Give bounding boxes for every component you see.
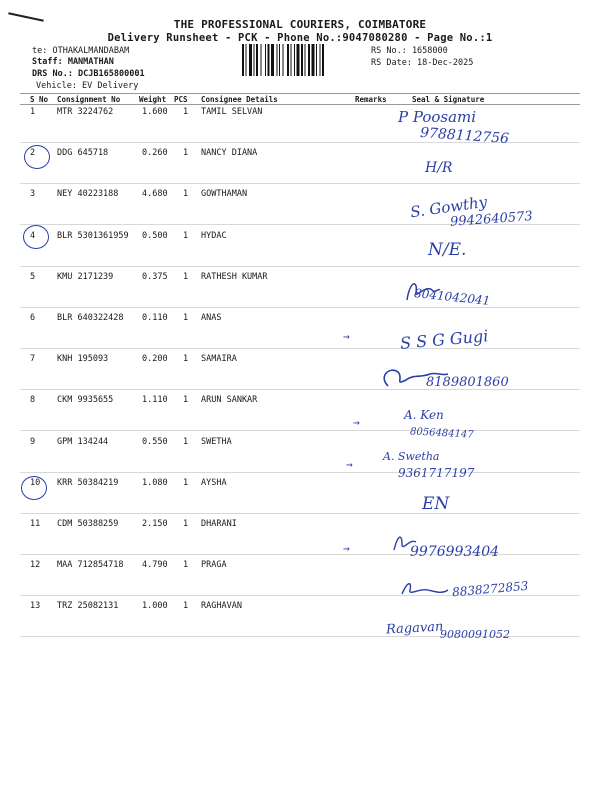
remark-arrow-row-9: → bbox=[346, 458, 353, 471]
row-sno: 4 bbox=[30, 231, 36, 241]
signature-row-8: A. Ken bbox=[404, 408, 444, 422]
phone-row-13: 9080091052 bbox=[440, 628, 510, 641]
barcode-bar bbox=[256, 44, 258, 76]
barcode-bar bbox=[283, 44, 284, 76]
row-consignment-no: BLR 5301361959 bbox=[57, 231, 129, 241]
row-weight: 2.150 bbox=[142, 519, 168, 529]
signature-row-1: P Poosami bbox=[398, 108, 477, 126]
vehicle-label: Vehicle: EV Delivery bbox=[36, 81, 139, 91]
remark-arrow-row-11: → bbox=[343, 542, 350, 555]
row-sno: 5 bbox=[30, 272, 36, 282]
barcode-bar bbox=[312, 44, 315, 76]
row-sno: 13 bbox=[30, 601, 41, 611]
circle-mark-row-2 bbox=[24, 145, 50, 169]
col-seal: Seal & Signature bbox=[412, 95, 485, 104]
row-consignee: RATHESH KUMAR bbox=[201, 272, 268, 282]
header-rule-bottom bbox=[20, 104, 580, 105]
row-consignee: SAMAIRA bbox=[201, 354, 237, 364]
row-consignment-no: BLR 640322428 bbox=[57, 313, 124, 323]
row-divider bbox=[20, 266, 580, 267]
row-pcs: 1 bbox=[183, 519, 189, 529]
row-consignment-no: CKM 9935655 bbox=[57, 395, 114, 405]
barcode-bar bbox=[322, 44, 324, 76]
row-pcs: 1 bbox=[183, 107, 189, 117]
row-consignee: TAMIL SELVAN bbox=[201, 107, 263, 117]
rs-date: RS Date: 18-Dec-2025 bbox=[371, 58, 474, 68]
row-weight: 1.080 bbox=[142, 478, 168, 488]
barcode-bar bbox=[271, 44, 274, 76]
col-sno: S No bbox=[30, 95, 49, 104]
row-weight: 0.550 bbox=[142, 437, 168, 447]
row-weight: 4.790 bbox=[142, 560, 168, 570]
header-rule-top bbox=[20, 93, 580, 94]
signature-row-6: S S G Gugi bbox=[399, 326, 490, 353]
signature-row-3: S. Gowthy bbox=[409, 192, 489, 222]
row-consignment-no: KRR 50384219 bbox=[57, 478, 119, 488]
row-pcs: 1 bbox=[183, 437, 189, 447]
staff-label: Staff: MANMATHAN bbox=[32, 57, 114, 67]
document-subtitle: Delivery Runsheet - PCK - Phone No.:9047080280 - Page No.:1 bbox=[107, 32, 493, 44]
phone-row-1: 9788112756 bbox=[419, 124, 510, 148]
row-pcs: 1 bbox=[183, 272, 189, 282]
row-consignment-no: GPM 134244 bbox=[57, 437, 109, 447]
row-consignee: DHARANI bbox=[201, 519, 237, 529]
row-sno: 8 bbox=[30, 395, 36, 405]
row-sno: 3 bbox=[30, 189, 36, 199]
remark-arrow-row-8: → bbox=[353, 416, 360, 429]
site-label: te: OTHAKALMANDABAM bbox=[32, 46, 130, 56]
row-weight: 1.600 bbox=[142, 107, 168, 117]
barcode-bar bbox=[297, 44, 300, 76]
barcode-bar bbox=[294, 44, 295, 76]
document-title: THE PROFESSIONAL COURIERS, COIMBATORE bbox=[173, 18, 427, 31]
row-consignment-no: TRZ 25082131 bbox=[57, 601, 119, 611]
barcode-bar bbox=[305, 44, 306, 76]
row-consignment-no: MTR 3224762 bbox=[57, 107, 114, 117]
barcode-bar bbox=[254, 44, 255, 76]
row-pcs: 1 bbox=[183, 395, 189, 405]
row-weight: 4.680 bbox=[142, 189, 168, 199]
row-pcs: 1 bbox=[183, 354, 189, 364]
row-sno: 12 bbox=[30, 560, 41, 570]
phone-row-9: 9361717197 bbox=[398, 466, 475, 480]
phone-row-3: 9942640573 bbox=[449, 209, 534, 230]
row-divider bbox=[20, 348, 580, 349]
barcode-bar bbox=[249, 44, 252, 76]
row-weight: 1.000 bbox=[142, 601, 168, 611]
row-consignment-no: KNH 195093 bbox=[57, 354, 109, 364]
barcode-bar bbox=[316, 44, 317, 76]
signature-row-13: Ragavan bbox=[385, 619, 444, 638]
col-weight: Weight bbox=[139, 95, 167, 104]
barcode-bar bbox=[246, 44, 247, 76]
row-consignee: PRAGA bbox=[201, 560, 227, 570]
signature-row-2: H/R bbox=[425, 160, 453, 176]
row-consignment-no: NEY 40223188 bbox=[57, 189, 119, 199]
row-consignee: SWETHA bbox=[201, 437, 232, 447]
signature-row-9: A. Swetha bbox=[383, 450, 440, 463]
remark-arrow-row-6: → bbox=[343, 330, 350, 343]
phone-row-11: 9976993404 bbox=[410, 544, 500, 560]
signature-scribble-row-5 bbox=[402, 276, 442, 306]
circle-mark-row-10 bbox=[21, 476, 47, 500]
row-pcs: 1 bbox=[183, 313, 189, 323]
col-consignee: Consignee Details bbox=[201, 95, 278, 104]
row-weight: 0.375 bbox=[142, 272, 168, 282]
phone-row-7: 8189801860 bbox=[426, 375, 509, 390]
phone-row-12: 8838272853 bbox=[451, 578, 529, 600]
barcode-bar bbox=[308, 44, 310, 76]
barcode-bar bbox=[265, 44, 266, 76]
row-consignee: NANCY DIANA bbox=[201, 148, 258, 158]
signature-scribble-row-12 bbox=[398, 576, 450, 602]
rs-number: RS No.: 1658000 bbox=[371, 46, 448, 56]
row-consignee: ANAS bbox=[201, 313, 222, 323]
row-sno: 2 bbox=[30, 148, 36, 158]
row-sno: 10 bbox=[30, 478, 41, 488]
barcode-bar bbox=[287, 44, 289, 76]
row-divider bbox=[20, 430, 580, 431]
row-weight: 0.200 bbox=[142, 354, 168, 364]
barcode-bar bbox=[242, 44, 244, 76]
row-consignee: RAGHAVAN bbox=[201, 601, 242, 611]
signature-scribble-row-11 bbox=[390, 530, 420, 556]
row-weight: 0.500 bbox=[142, 231, 168, 241]
phone-row-5: 8041042041 bbox=[413, 286, 491, 308]
signature-row-10: EN bbox=[422, 494, 450, 514]
barcode bbox=[242, 44, 366, 76]
row-consignment-no: MAA 712854718 bbox=[57, 560, 124, 570]
row-consignee: ARUN SANKAR bbox=[201, 395, 258, 405]
circle-mark-row-4 bbox=[23, 225, 49, 249]
row-consignee: AYSHA bbox=[201, 478, 227, 488]
drs-number: DRS No.: DCJB165800001 bbox=[32, 69, 145, 79]
barcode-bar bbox=[279, 44, 280, 76]
barcode-bar bbox=[268, 44, 270, 76]
row-consignment-no: DDG 645718 bbox=[57, 148, 109, 158]
col-pcs: PCS bbox=[174, 95, 188, 104]
signature-scribble-row-7 bbox=[378, 362, 450, 392]
signature-row-4: N/E. bbox=[428, 240, 467, 260]
row-pcs: 1 bbox=[183, 231, 189, 241]
row-pcs: 1 bbox=[183, 560, 189, 570]
row-pcs: 1 bbox=[183, 478, 189, 488]
row-divider bbox=[20, 307, 580, 308]
row-sno: 7 bbox=[30, 354, 36, 364]
row-sno: 11 bbox=[30, 519, 41, 529]
barcode-bar bbox=[277, 44, 278, 76]
row-consignment-no: CDM 50388259 bbox=[57, 519, 119, 529]
barcode-bar bbox=[301, 44, 303, 76]
row-pcs: 1 bbox=[183, 601, 189, 611]
row-consignee: GOWTHAMAN bbox=[201, 189, 248, 199]
row-divider bbox=[20, 183, 580, 184]
row-divider bbox=[20, 513, 580, 514]
barcode-bar bbox=[320, 44, 321, 76]
row-pcs: 1 bbox=[183, 148, 189, 158]
phone-row-8: 8056484147 bbox=[409, 426, 474, 441]
row-divider bbox=[20, 472, 580, 473]
row-pcs: 1 bbox=[183, 189, 189, 199]
barcode-bar bbox=[261, 44, 262, 76]
row-weight: 0.110 bbox=[142, 313, 168, 323]
row-weight: 1.110 bbox=[142, 395, 168, 405]
col-remarks: Remarks bbox=[355, 95, 387, 104]
row-sno: 6 bbox=[30, 313, 36, 323]
col-consignment: Consignment No bbox=[57, 95, 121, 104]
row-consignment-no: KMU 2171239 bbox=[57, 272, 114, 282]
row-sno: 1 bbox=[30, 107, 36, 117]
row-weight: 0.260 bbox=[142, 148, 168, 158]
row-sno: 9 bbox=[30, 437, 36, 447]
row-consignee: HYDAC bbox=[201, 231, 227, 241]
barcode-bar bbox=[291, 44, 292, 76]
